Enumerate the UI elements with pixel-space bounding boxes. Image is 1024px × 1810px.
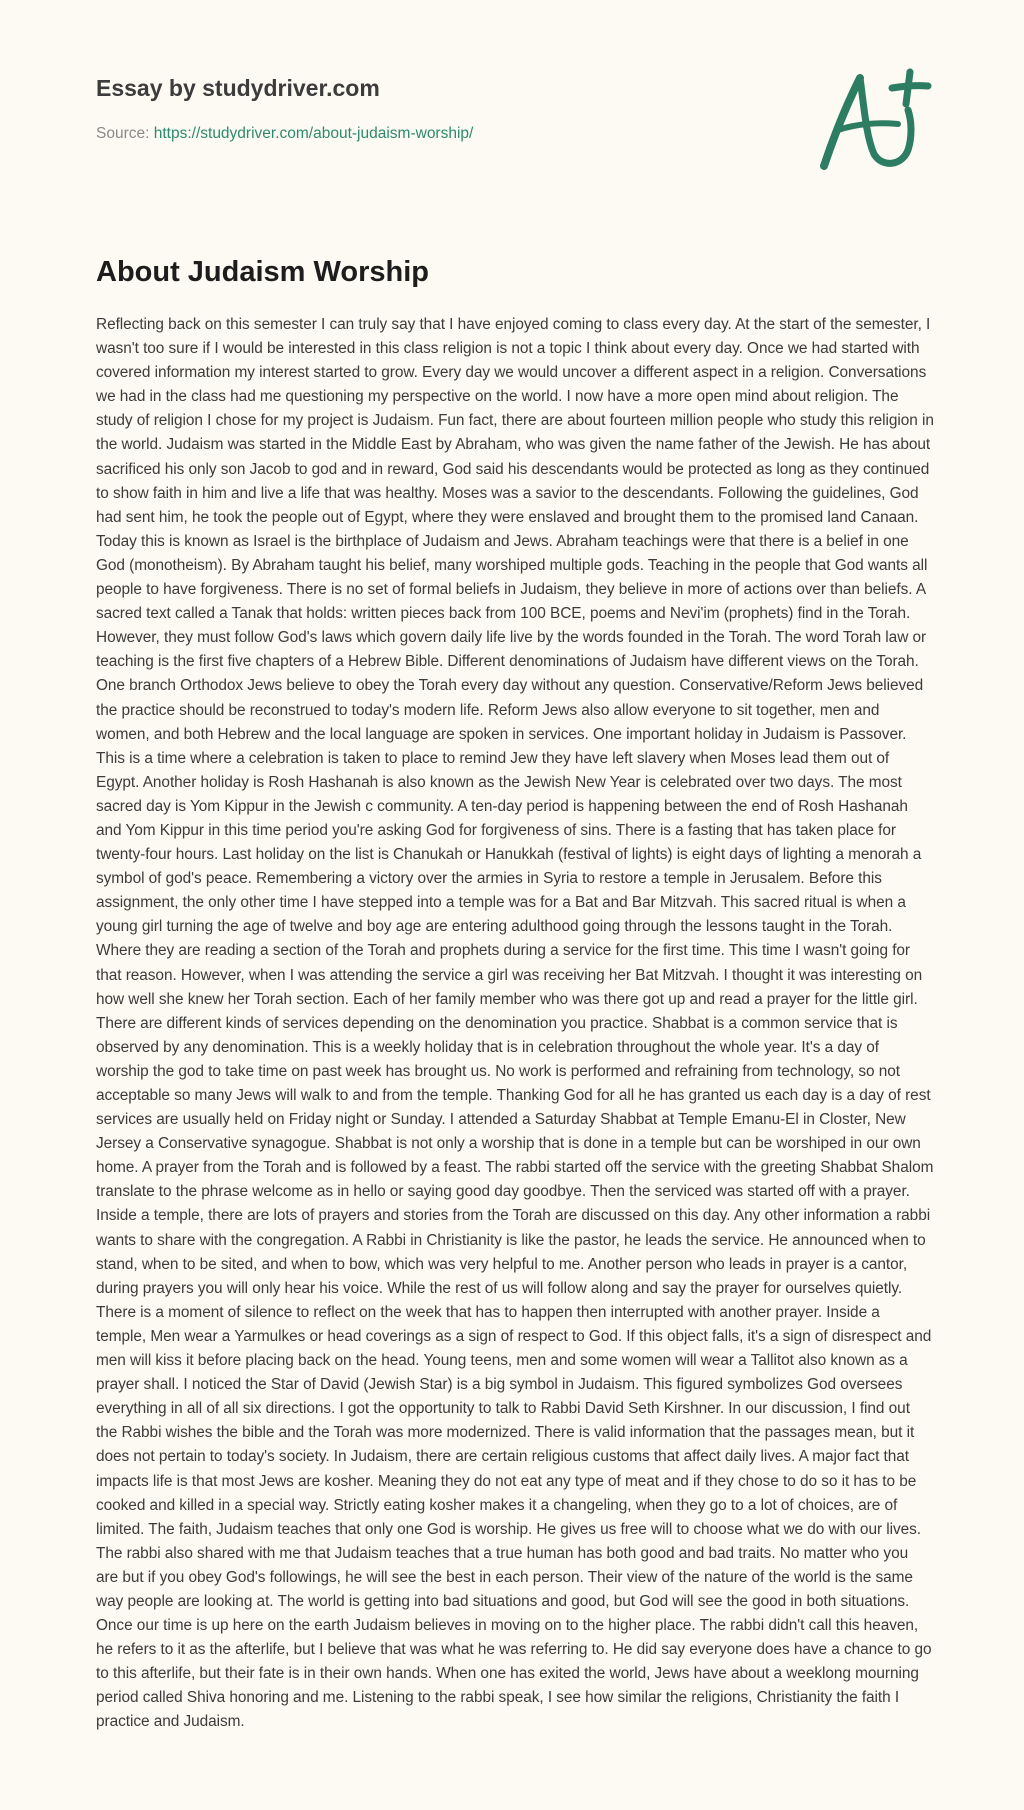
site-title: Essay by studydriver.com xyxy=(96,75,380,101)
article-title: About Judaism Worship xyxy=(96,256,429,288)
a-plus-logo-icon xyxy=(816,66,936,174)
source-label: Source: xyxy=(96,125,154,142)
source-link[interactable]: https://studydriver.com/about-judaism-worship/ xyxy=(153,125,474,142)
source-line xyxy=(96,123,716,145)
header xyxy=(96,70,716,145)
article-body: Reflecting back on this semester I can truly say that I have enjoyed coming to class every day. At the start of the semester, I wasn't too sure if I would be interested in this class religion is not a topic I think about every day. Once we had started with covered information my interest started to grow. Every day we would uncover a different aspect in a religion. Conversations we had in the class had me questioning my perspective on the world. I now have a more open mind about religion. The study of religion I chose for my project is Judaism. Fun fact, there are about fourteen million people who study this religion in the world. Judaism was started in the Middle East by Abraham, who was given the name father of the Jewish. He has about sacrificed his only son Jacob to god and in reward, God said his descendants would be protected as long as they continued to show faith in him and live a life that was healthy. Moses was a savior to the descendants. Following the guidelines, God had sent him, he took the people out of Egypt, where they were enslaved and brought them to the promised land Canaan. Today this is known as Israel is the birthplace of Judaism and Jews. Abraham teachings were that there is a belief in one God (monotheism). By Abraham taught his belief, many worshiped multiple gods. Teaching in the people that God wants all people to have forgiveness. There is no set of formal beliefs in Judaism, they believe in more of actions over than beliefs. A sacred text called a Tanak that holds: written pieces back from 100 BCE, poems and Nevi'im (prophets) find in the Torah. However, they must follow God's laws which govern daily life live by the words founded in the Torah. The word Torah law or teaching is the first five chapters of a Hebrew Bible. Different denominations of Judaism have different views on the Torah. One branch Orthodox Jews believe to obey the Torah every day without any question. Conservative/Reform Jews believed the practice should be reconstrued to today's modern life. Reform Jews also allow everyone to sit together, men and women, and both Hebrew and the local language are spoken in services. One important holiday in Judaism is Passover. This is a time where a celebration is taken to place to remind Jew they have left slavery when Moses lead them out of Egypt. Another holiday is Rosh Hashanah is also known as the Jewish New Year is celebrated over two days. The most sacred day is Yom Kippur in the Jewish c community. A ten-day period is happening between the end of Rosh Hashanah and Yom Kippur in this time period you're asking God for forgiveness of sins. There is a fasting that has taken place for twenty-four hours. Last holiday on the list is Chanukah or Hanukkah (festival of lights) is eight days of lighting a menorah a symbol of god's peace. Remembering a victory over the armies in Syria to restore a temple in Jerusalem. Before this assignment, the only other time I have stepped into a temple was for a Bat and Bar Mitzvah. This sacred ritual is when a young girl turning the age of twelve and boy age are entering adulthood going through the lessons taught in the Torah. Where they are reading a section of the Torah and prophets during a service for the first time. This time I wasn't going for that reason. However, when I was attending the service a girl was receiving her Bat Mitzvah. I thought it was interesting on how well she knew her Torah section. Each of her family member who was there got up and read a prayer for the little girl. There are different kinds of services depending on the denomination you practice. Shabbat is a common service that is observed by any denomination. This is a weekly holiday that is in celebration throughout the whole year. It's a day of worship the god to take time on past week has brought us. No work is performed and refraining from technology, so not acceptable so many Jews will walk to and from the temple. Thanking God for all he has granted us each day is a day of rest services are usually held on Friday night or Sunday. I attended a Saturday Shabbat at Temple Emanu-El in Closter, New Jersey a Conservative synagogue. Shabbat is not only a worship that is done in a temple but can be worshiped in our own home. A prayer from the Torah and is followed by a feast. The rabbi started off the service with the greeting Shabbat Shalom translate to the phrase welcome as in hello or saying good day goodbye. Then the serviced was started off with a prayer. Inside a temple, there are lots of prayers and stories from the Torah are discussed on this day. Any other information a rabbi wants to share with the congregation. A Rabbi in Christianity is like the pastor, he leads the service. He announced when to stand, when to be sited, and when to bow, which was very helpful to me. Another person who leads in prayer is a cantor, during prayers you will only hear his voice. While the rest of us will follow along and say the prayer for ourselves quietly. There is a moment of silence to reflect on the week that has to happen then interrupted with another prayer. Inside a temple, Men wear a Yarmulkes or head coverings as a sign of respect to God. If this object falls, it's a sign of disrespect and men will kiss it before placing back on the head. Young teens, men and some women will wear a Tallitot also known as a prayer shall. I noticed the Star of David (Jewish Star) is a big symbol in Judaism. This figured symbolizes God oversees everything in all of all six directions. I got the opportunity to talk to Rabbi David Seth Kirshner. In our discussion, I find out the Rabbi wishes the bible and the Torah was more modernized. There is valid information that the passages mean, but it does not pertain to today's society. In Judaism, there are certain religious customs that affect daily lives. A major fact that impacts life is that most Jews are kosher. Meaning they do not eat any type of meat and if they chose to do so it has to be cooked and killed in a special way. Strictly eating kosher makes it a changeling, when they go to a lot of choices, are of limited. The faith, Judaism teaches that only one God is worship. He gives us free will to choose what we do with our lives. The rabbi also shared with me that Judaism teaches that a true human has both good and bad traits. No matter who you are but if you obey God's followings, he will see the best in each person. Their view of the nature of the world is the same way people are looking at. The world is getting into bad situations and good, but God will see the good in both situations. Once our time is up here on the earth Judaism believes in moving on to the higher place. The rabbi didn't call this heaven, he refers to it as the afterlife, but I believe that was what he was referring to. He did say everyone does have a chance to go to this afterlife, but their fate is in their own hands. When one has exited the world, Jews have about a weeklong mourning period called Shiva honoring and me. Listening to the rabbi speak, I see how similar the religions, Christianity the faith I practice and Judaism. xyxy=(96,316,934,1731)
